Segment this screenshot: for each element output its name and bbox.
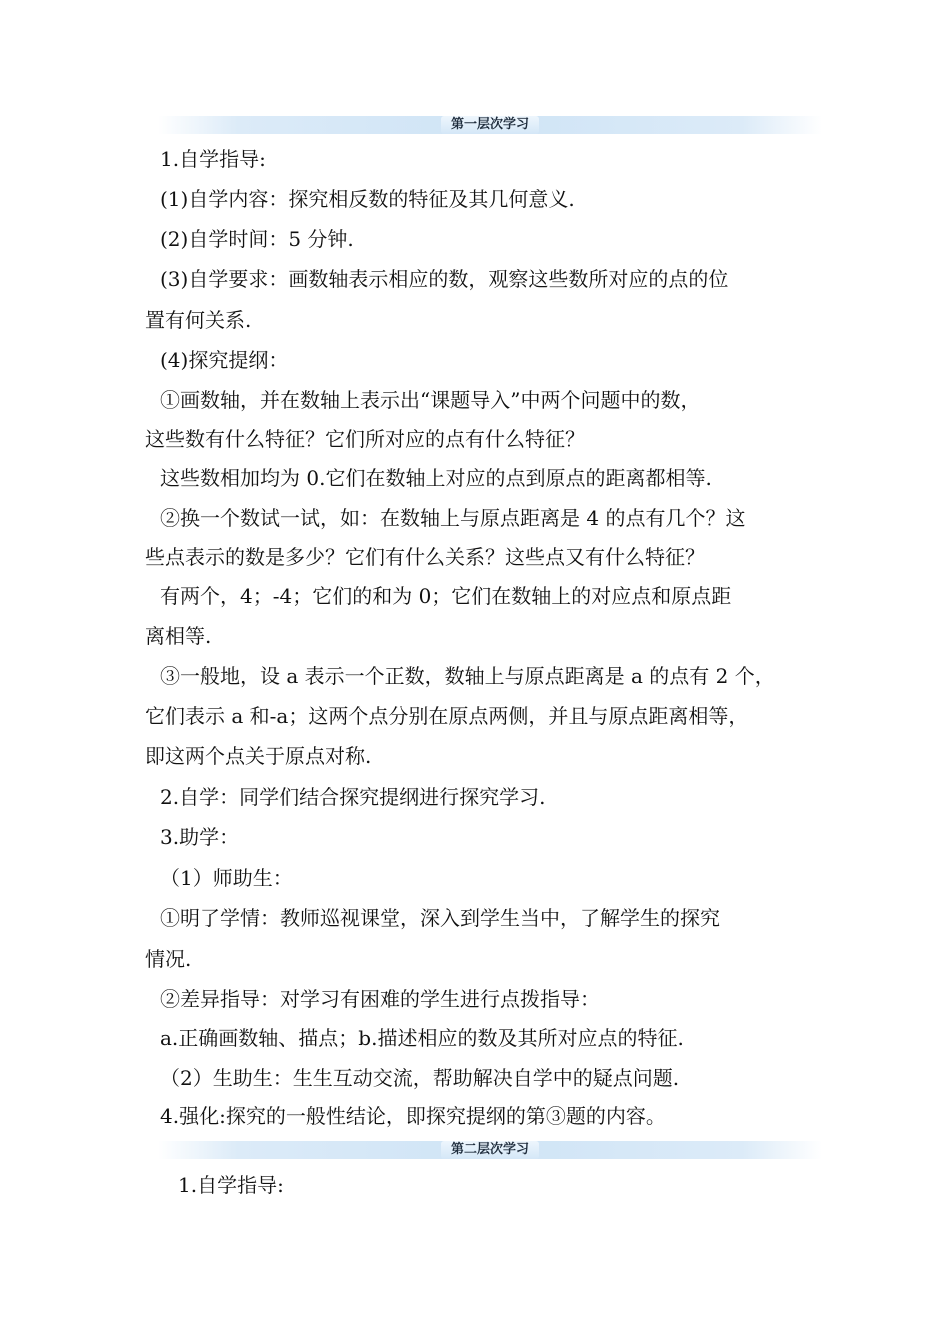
text-line: （1）师助生： [160, 866, 293, 890]
text-line: ①明了学情：教师巡视课堂，深入到学生当中，了解学生的探究 [160, 906, 720, 930]
text-line: 有两个，4；-4；它们的和为 0；它们在数轴上的对应点和原点距 [160, 584, 732, 608]
text-line: (1)自学内容：探究相反数的特征及其几何意义. [160, 187, 575, 211]
text-line: (3)自学要求：画数轴表示相应的数，观察这些数所对应的点的位 [160, 267, 729, 291]
text-line: ②换一个数试一试，如：在数轴上与原点距离是 4 的点有几个？这 [160, 506, 746, 530]
text-line: 1.自学指导: [178, 1173, 284, 1197]
text-line: 离相等. [145, 624, 212, 648]
text-line: (2)自学时间：5 分钟. [160, 227, 354, 251]
text-line: 1.自学指导: [160, 147, 266, 171]
section-title-second: 第二层次学习 [441, 1141, 539, 1159]
text-line: a.正确画数轴、描点；b.描述相应的数及其所对应点的特征. [160, 1026, 684, 1050]
text-line: 3.助学： [160, 825, 240, 849]
text-line: ③一般地，设 a 表示一个正数，数轴上与原点距离是 a 的点有 2 个， [160, 664, 775, 688]
text-line: 这些数相加均为 0.它们在数轴上对应的点到原点的距离都相等. [160, 466, 712, 490]
text-line: 即这两个点关于原点对称. [145, 744, 372, 768]
text-line: ②差异指导：对学习有困难的学生进行点拨指导： [160, 987, 600, 1011]
text-line: 置有何关系. [145, 308, 252, 332]
text-line: 2.自学：同学们结合探究提纲进行探究学习. [160, 785, 546, 809]
section-banner-second [158, 1141, 822, 1159]
section-title-first: 第一层次学习 [441, 116, 539, 134]
text-line: 些点表示的数是多少？它们有什么关系？这些点又有什么特征？ [145, 545, 705, 569]
text-line: 这些数有什么特征？它们所对应的点有什么特征？ [145, 427, 585, 451]
text-line: 它们表示 a 和-a；这两个点分别在原点两侧，并且与原点距离相等， [145, 704, 749, 728]
text-line: ①画数轴，并在数轴上表示出“课题导入”中两个问题中的数， [160, 388, 701, 412]
text-line: 4.强化:探究的一般性结论，即探究提纲的第③题的内容。 [160, 1104, 666, 1128]
text-line: 情况. [145, 947, 192, 971]
section-banner-first [158, 116, 822, 134]
text-line: （2）生助生：生生互动交流，帮助解决自学中的疑点问题. [160, 1066, 680, 1090]
text-line: (4)探究提纲： [160, 348, 289, 372]
